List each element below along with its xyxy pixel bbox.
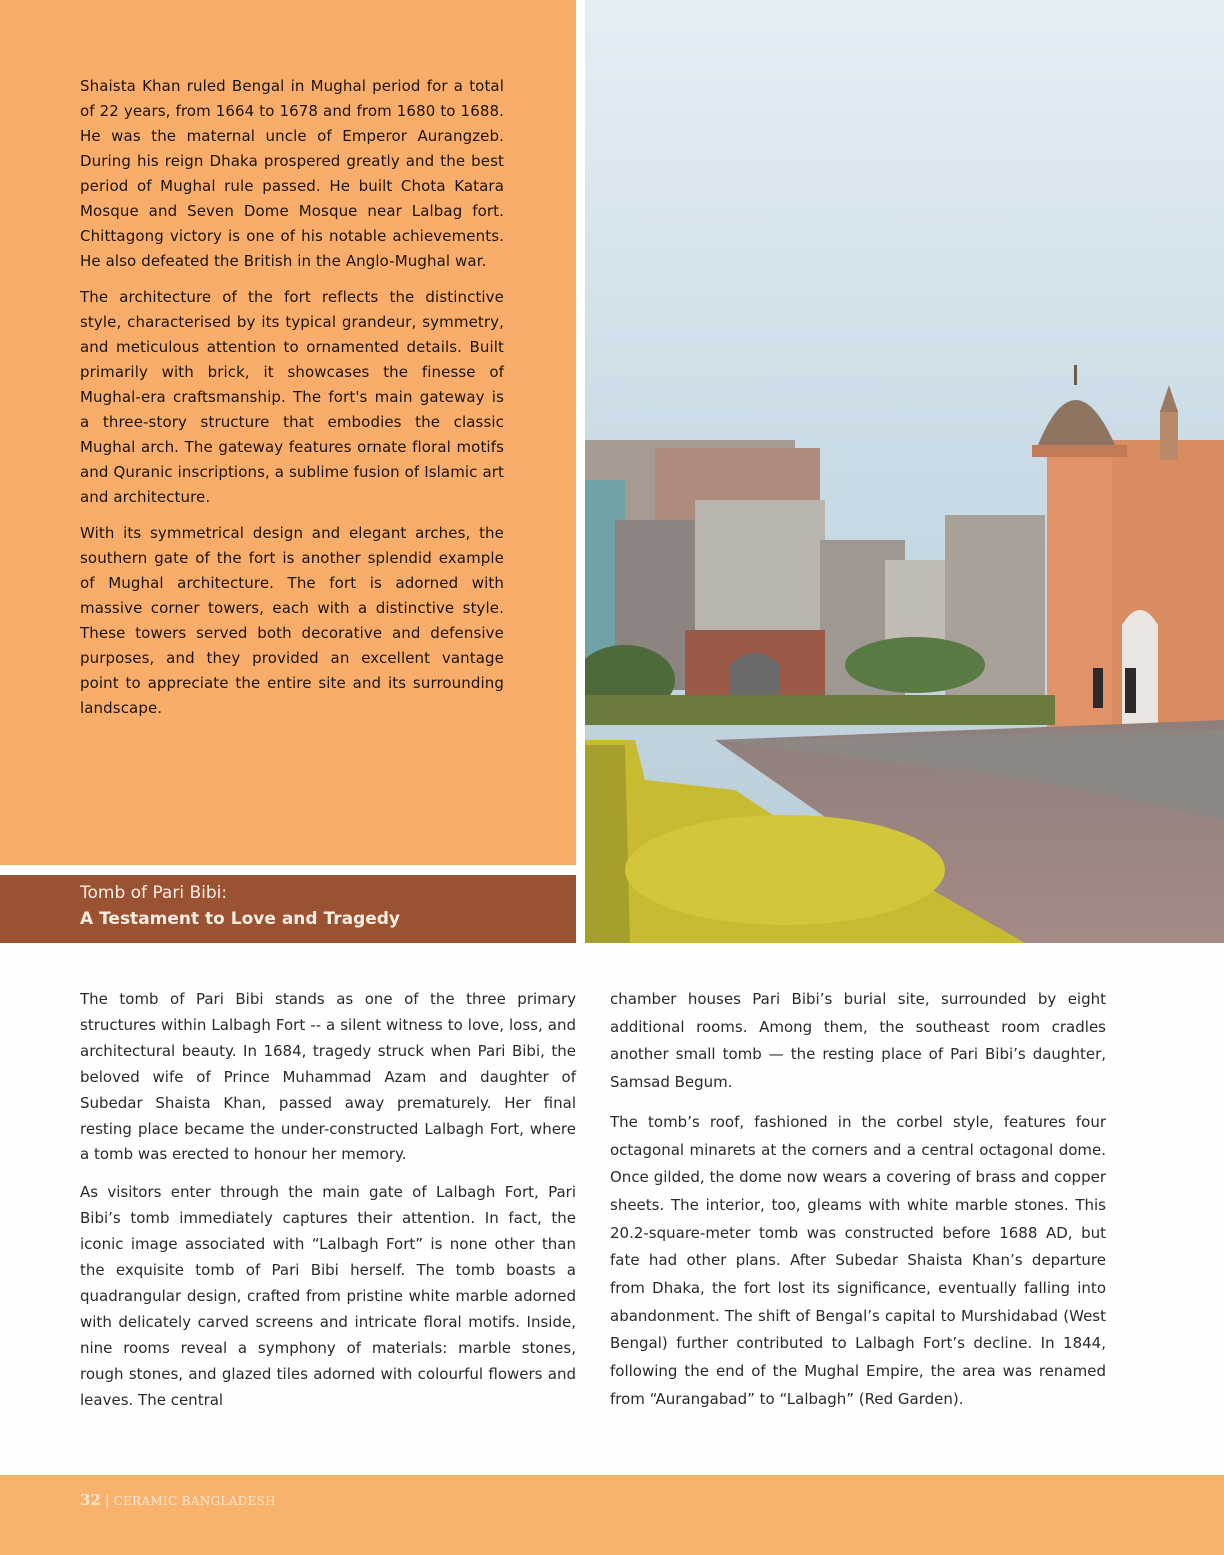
intro-paragraph: The architecture of the fort reflects the distinctive style, characterised by its typical grandeur, symmetry, and meticulous attention to ornamented details. Built primarily with brick, it showcases the finesse of Mughal-era craftsmanship. The fort's main gateway is a three-story structure that embodies the classic Mughal arch. The gateway features ornate floral motifs and Quranic inscriptions, a sublime fusion of Islamic art and architecture. [80,288,504,506]
page-number: 32 [80,1491,101,1509]
section-heading-line1: Tomb of Pari Bibi: [80,883,228,903]
lalbagh-fort-photo [585,0,1224,943]
section-heading-banner [0,875,576,943]
section-heading-line2: A Testament to Love and Tragedy [80,909,401,929]
article-paragraph: chamber houses Pari Bibi’s burial site, surrounded by eight additional rooms. Among them, the southeast room cradles another small tomb — the resting place of Pari Bibi’s daughter, Samsad Begum. [610,990,1106,1092]
article-paragraph: As visitors enter through the main gate of Lalbagh Fort, Pari Bibi’s tomb immediately captures their attention. In fact, the iconic image associated with “Lalbagh Fort” is none other than the exquisite tomb of Pari Bibi herself. The tomb boasts a quadrangular design, crafted from pristine white marble adorned with delicately carved screens and intricate floral motifs. Inside, nine rooms reveal a symphony of materials: marble stones, rough stones, and glazed tiles adorned with colourful flowers and leaves. The central [80,1183,576,1409]
intro-text [80,74,504,732]
magazine-name: CERAMIC BANGLADESH [113,1494,276,1508]
page-footer [0,1475,1224,1555]
article-left-column [80,987,576,1426]
article-right-column [610,986,1106,1426]
footer-separator: | [104,1493,110,1509]
article-paragraph: The tomb’s roof, fashioned in the corbel style, features four octagonal minarets at the corners and a central octagonal dome. Once gilded, the dome now wears a covering of brass and copper sheets. The interior, too, gleams with white marble stones. This 20.2-square-meter tomb was constructed before 1688 AD, but fate had other plans. After Subedar Shaista Khan’s departure from Dhaka, the fort lost its significance, eventually falling into abandonment. The shift of Bengal’s capital to Murshidabad (West Bengal) further contributed to Lalbagh Fort’s decline. In 1844, following the end of the Mughal Empire, the area was renamed from “Aurangabad” to “Lalbagh” (Red Garden). [610,1112,1106,1408]
intro-paragraph: Shaista Khan ruled Bengal in Mughal period for a total of 22 years, from 1664 to 1678 and from 1680 to 1688. He was the maternal uncle of Emperor Aurangzeb. During his reign Dhaka prospered greatly and the best period of Mughal rule passed. He built Chota Katara Mosque and Seven Dome Mosque near Lalbag fort. Chittagong victory is one of his notable achievements. He also defeated the British in the Anglo-Mughal war. [80,77,504,270]
footer-text [80,1491,276,1509]
intro-paragraph: With its symmetrical design and elegant arches, the southern gate of the fort is another splendid example of Mughal architecture. The fort is adorned with massive corner towers, each with a distinctive style. These towers served both decorative and defensive purposes, and they provided an excellent vantage point to appreciate the entire site and its surrounding landscape. [80,524,504,717]
article-paragraph: The tomb of Pari Bibi stands as one of the three primary structures within Lalbagh Fort -- a silent witness to love, loss, and architectural beauty. In 1684, tragedy struck when Pari Bibi, the beloved wife of Prince Muhammad Azam and daughter of Subedar Shaista Khan, passed away prematurely. Her final resting place became the under-constructed Lalbagh Fort, where a tomb was erected to honour her memory. [80,990,576,1164]
